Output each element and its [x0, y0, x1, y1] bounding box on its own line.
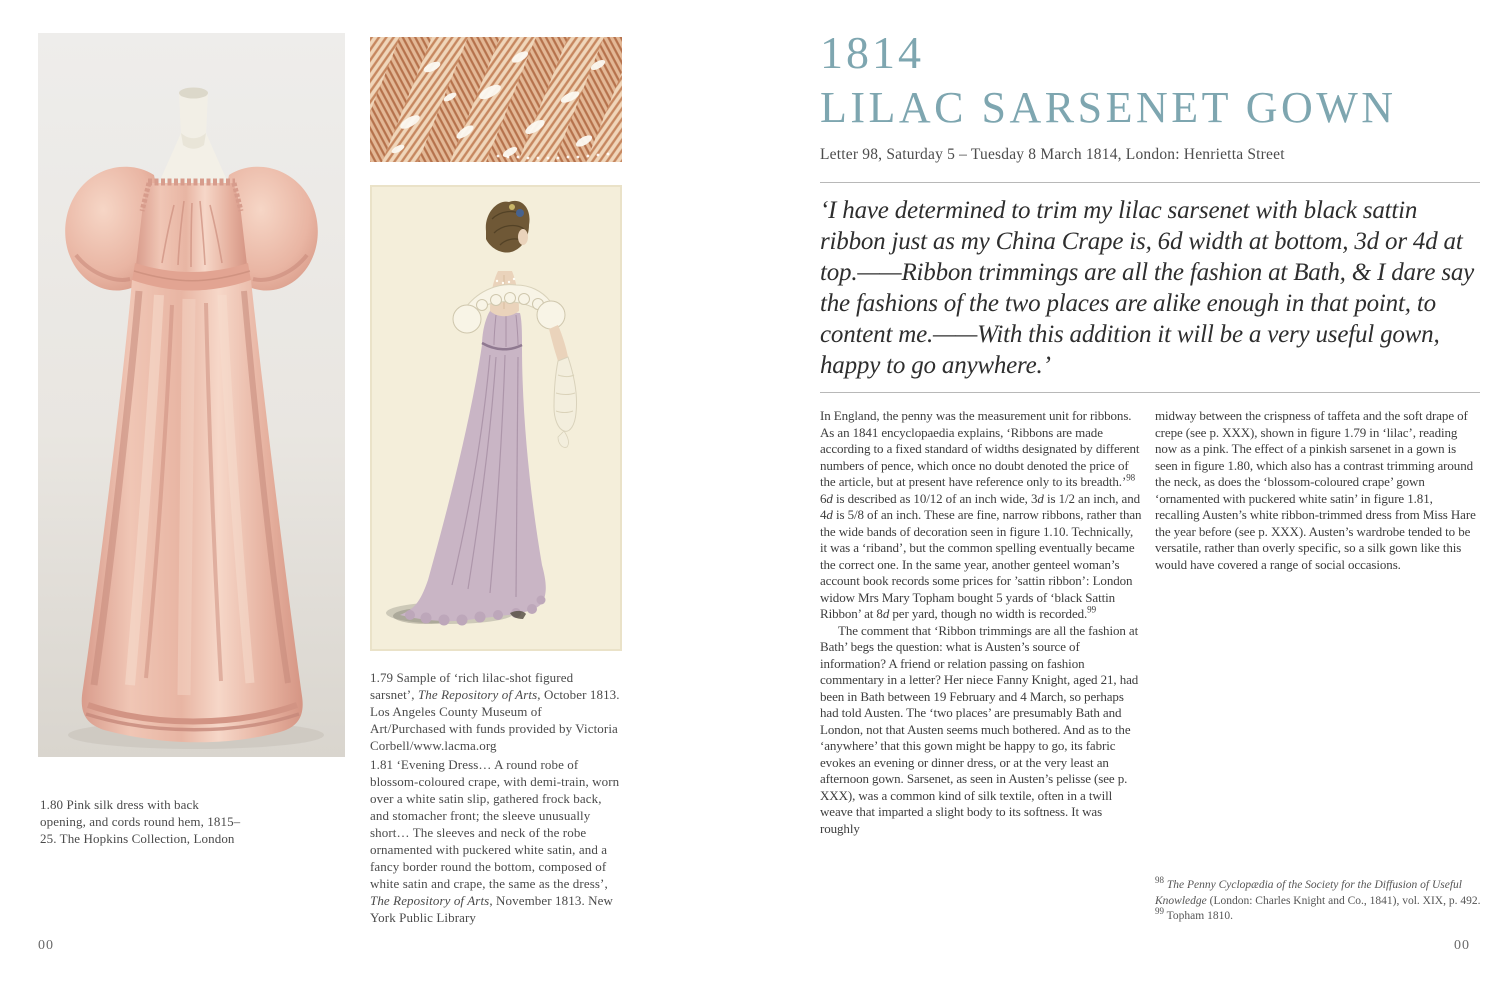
chapter-title: LILAC SARSENET GOWN — [820, 83, 1397, 132]
pull-quote: ‘I have determined to trim my lilac sarsenet with black sattin ribbon just as my China Crape is, 6d width at bottom, 3d or 4d at top.——Ribbon trimmings are all the fashion at Bath, & I dare say the fashions of the two places are alike enough in that point, to content me.——With this addition it will be a very useful gown, happy to go anywhere.’ — [820, 197, 1475, 379]
caption-figure-1-79: 1.79 Sample of ‘rich lilac-shot figured sarsnet’, The Repository of Arts, October 1813. Los Angeles County Museum of Art/Purchased with funds provided by Victoria Corbell/www.lacma.org — [370, 670, 620, 753]
body-paragraph: The comment that ‘Ribbon trimmings are all the fashion at Bath’ begs the question: what is Austen’s source of information? A friend or relation passing on fashion commentary in a letter? Her niece Fanny Knight, aged 21, had been in Bath between 19 February and 4 March, so perhaps had told Austen. The ‘two places’ are presumably Bath and London, not that Austen seems much bothered. And as to the ‘anywhere’ that this gown might be happy to go, its fabric evokes an evening or dinner dress, or at the very least an afternoon gown. Sarsenet, as seen in Austen’s pelisse (see p. XXX), was a common kind of silk textile, often in a twill weave that imparted a slight body to its softness. It was roughly — [820, 622, 1139, 836]
divider-bottom — [820, 392, 1480, 393]
chapter-year: 1814 — [820, 27, 924, 78]
right-page — [750, 0, 1500, 1000]
caption-figure-1-80: 1.80 Pink silk dress with back opening, and cords round hem, 1815–25. The Hopkins Collection, London — [40, 797, 241, 846]
footnote: $^{98}$ The Penny Cyclopædia of the Society for the Diffusion of Useful Knowledge (London: Charles Knight and Co., 1841), vol. XIX, p. 492. — [1155, 875, 1481, 907]
footnotes — [1155, 875, 1487, 925]
letter-reference-subtitle: Letter 98, Saturday 5 – Tuesday 8 March 1814, London: Henrietta Street — [820, 146, 1285, 163]
body-column-right — [1155, 408, 1477, 573]
page-number-right: 00 — [1454, 938, 1470, 953]
body-paragraph: midway between the crispness of taffeta and the soft drape of crepe (see p. XXX), shown in figure 1.79 in ‘lilac’, reading now as a pink. The effect of a pinkish sarsenet in a gown is seen in figure 1.80, which also has a contrast trimming around the neck, as does the ‘blossom-coloured crape’ gown ‘ornamented with puckered white satin’ in figure 1.81, recalling Austen’s white ribbon-trimmed dress from Miss Hare the year before (see p. XXX). Austen’s wardrobe tended to be versatile, rather than overly specific, so a silk gown like this would have covered a range of social occasions. — [1155, 408, 1476, 572]
page-number-left: 00 — [38, 938, 54, 953]
figure-1-80-dress-photo — [38, 33, 345, 757]
caption-figure-1-81: 1.81 ‘Evening Dress… A round robe of blossom-coloured crape, with demi-train, worn over a white satin slip, gathered frock back, and stomacher front; the sleeve unusually short… The sleeves and neck of the robe ornamented with puckered white satin, and a fancy border round the bottom, composed of white satin and crape, the same as the dress’, The Repository of Arts, November 1813. New York Public Library — [370, 757, 620, 925]
divider-top — [820, 182, 1480, 183]
figure-1-79-fabric-swatch — [370, 37, 622, 162]
figure-1-81-fashion-plate — [370, 185, 622, 651]
body-column-left — [820, 408, 1142, 837]
footnote: $^{99}$ Topham 1810. — [1155, 906, 1233, 922]
body-paragraph: In England, the penny was the measurement unit for ribbons. As an 1841 encyclopaedia explains, ‘Ribbons are made according to a fixed standard of widths designated by different numbers of pence, which once no doubt denoted the price of the article, but at present have reference only to its breadth.’$^{98}$ 6d is described as 10/12 of an inch wide, 3d is 1/2 an inch, and 4d is 5/8 of an inch. These are fine, narrow ribbons, rather than the wide bands of decoration seen in figure 1.10. Technically, it was a ‘riband’, but the common spelling eventually became the correct one. In the same year, another genteel woman’s account book records some prices for ’sattin ribbon’: London widow Mrs Mary Topham bought 5 yards of ‘black Sattin Ribbon’ at 8d per yard, though no width is recorded.$^{99}$ — [820, 408, 1142, 621]
